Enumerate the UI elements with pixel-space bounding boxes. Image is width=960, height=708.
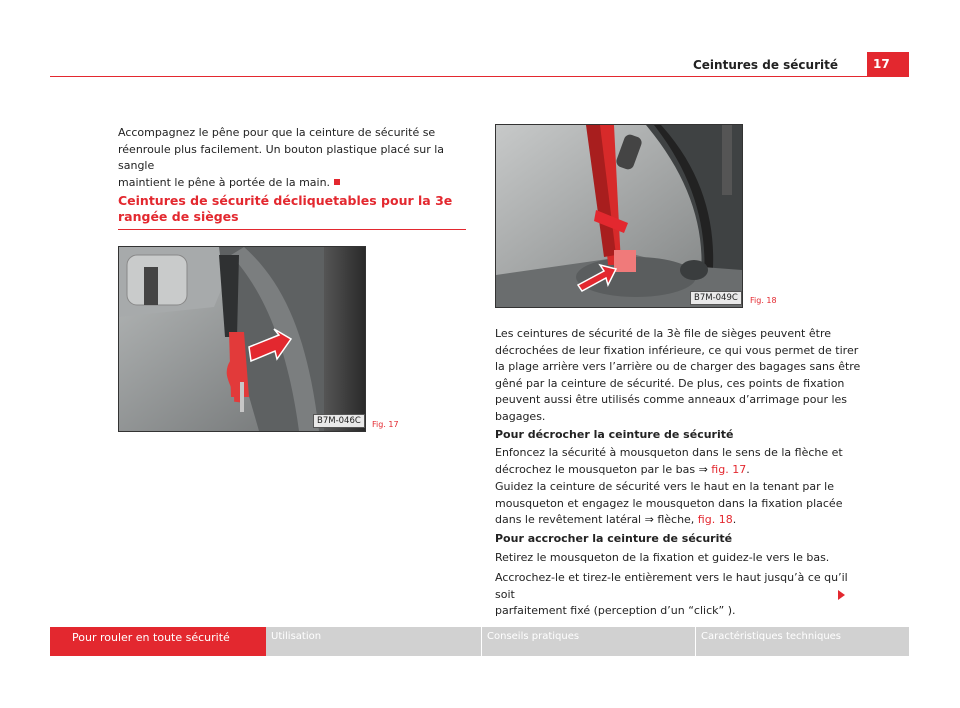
figure-18-illustration: [496, 125, 742, 307]
intro-line-2: réenroule plus facilement. Un bouton plastique placé sur la sangle: [118, 142, 445, 172]
body-p2-line-1: Enfoncez la sécurité à mousqueton dans le sens de la flèche et: [495, 446, 843, 459]
intro-line-1: Accompagnez le pêne pour que la ceinture de sécurité se: [118, 126, 436, 139]
section-title-line-2: rangée de sièges: [118, 209, 239, 224]
intro-line-3-text: maintient le pêne à portée de la main.: [118, 175, 331, 189]
footer-tab-specs[interactable]: Caractéristiques techniques: [701, 631, 842, 642]
footer-tab-usage[interactable]: Utilisation: [271, 631, 322, 642]
figure-18-label: Fig. 18: [750, 296, 777, 305]
intro-line-3: [118, 175, 478, 192]
header-rule: [50, 76, 909, 77]
section-title-line-1: Ceintures de sécurité décliquetables pour la 3e: [118, 193, 453, 208]
body-paragraph-2: [495, 445, 865, 478]
body-p3-line-1: Guidez la ceinture de sécurité vers le haut en la tenant par le: [495, 480, 834, 493]
figure-17-label: Fig. 17: [372, 420, 399, 429]
body-p2-text: décrochez le mousqueton par le bas ⇒: [495, 462, 712, 476]
subheading-unhook: Pour décrocher la ceinture de sécurité: [495, 428, 734, 441]
body-p3-text: dans le revêtement latéral ⇒ flèche,: [495, 513, 698, 526]
fig-17-reference-link[interactable]: fig. 17: [711, 462, 747, 476]
body-p2-line-2: [495, 462, 865, 479]
body-p3-end: .: [732, 513, 737, 526]
body-paragraph-4: Retirez le mousqueton de la fixation et guidez-le vers le bas.: [495, 551, 830, 564]
page-number: 17: [867, 52, 909, 76]
body-paragraph-3: [495, 479, 865, 529]
body-p1-line: Les ceintures de sécurité de la 3è file de sièges peuvent être: [495, 327, 831, 340]
footer-nav: [50, 627, 909, 656]
figure-18-photo: [495, 124, 743, 308]
body-p3-line-3: [495, 512, 865, 529]
figure-17-code: B7M-046C: [313, 414, 365, 428]
figure-17-photo: [118, 246, 366, 432]
body-p5-line-1: Accrochez-le et tirez-le entièrement vers le haut jusqu’à ce qu’il soit: [495, 571, 848, 601]
body-p1-line: gêné par la ceinture de sécurité. De plus, ces points de fixation: [495, 376, 845, 390]
body-paragraph-1: [495, 326, 865, 425]
intro-paragraph: [118, 125, 478, 191]
running-header-title: Ceintures de sécurité: [692, 58, 838, 72]
body-paragraph-5: [495, 570, 865, 620]
subheading-hook: Pour accrocher la ceinture de sécurité: [495, 532, 733, 545]
body-p1-line: décrochées de leur fixation inférieure, ce qui vous permet de tirer: [495, 343, 859, 357]
footer-tab-safety[interactable]: Pour rouler en toute sécurité: [50, 627, 266, 656]
figure-17-illustration: [119, 247, 365, 431]
end-of-section-marker: [334, 179, 340, 185]
body-p3-line-2: mousqueton et engagez le mousqueton dans la fixation placée: [495, 496, 843, 510]
body-p1-line: peuvent aussi être utilisés comme anneaux d’arrimage pour les: [495, 393, 848, 406]
section-rule: [118, 229, 466, 230]
section-title: [118, 193, 466, 225]
footer-tab-tips[interactable]: Conseils pratiques: [487, 631, 580, 642]
figure-18-code: B7M-049C: [690, 291, 742, 305]
body-p1-line: la plage arrière vers l’arrière ou de charger des bagages sans être: [495, 360, 861, 373]
body-p2-end: .: [746, 462, 750, 476]
fig-18-reference-link[interactable]: fig. 18: [697, 513, 733, 526]
continue-arrow-icon: [838, 590, 845, 600]
body-p5-line-2: parfaitement fixé (perception d’un “click” ).: [495, 604, 736, 617]
body-p1-line: bagages.: [495, 409, 546, 423]
